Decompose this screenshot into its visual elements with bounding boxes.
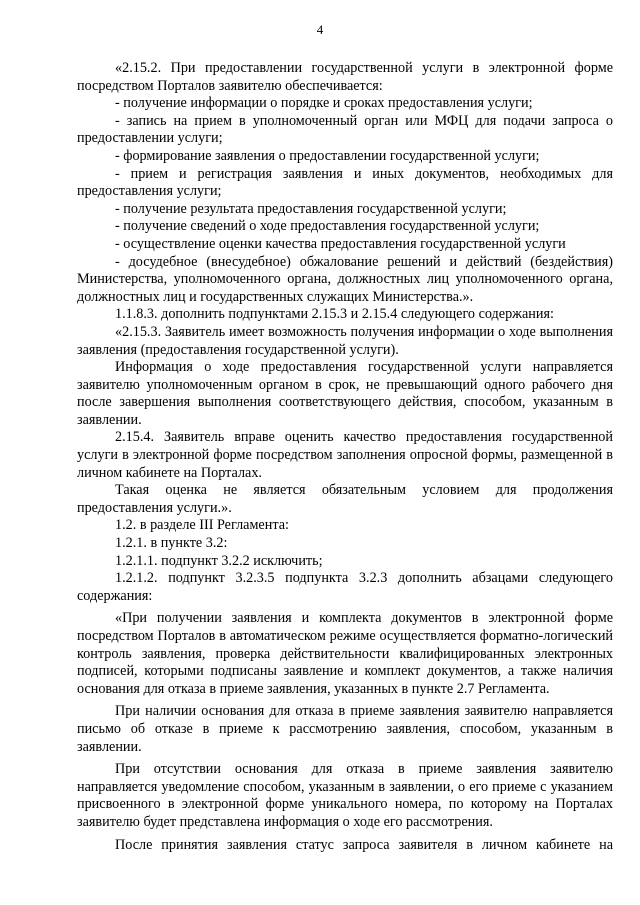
list-item: - получение информации о порядке и сроках предоставления услуги; <box>115 95 533 112</box>
paragraph: 1.2.1.1. подпункт 3.2.2 исключить; <box>115 552 323 569</box>
document-body <box>77 60 613 854</box>
paragraph: 1.2.1.2. подпункт 3.2.3.5 подпункта 3.2.3 дополнить абзацами следующего содержания: <box>77 570 613 604</box>
paragraph: «При получении заявления и комплекта документов в электронной форме посредством Порталов в автоматическом режиме осуществляется форматно-логический контроль заявления, проверка действительности квалифицированных электронных подписей, которыми подписаны заявление и комплект документов, а также наличия основания для отказа в приеме заявления, указанных в пункте 2.7 Регламента. <box>77 610 613 697</box>
paragraph: 2.15.4. Заявитель вправе оценить качество предоставления государственной услуги в электронной форме посредством заполнения опросной формы, размещенной в личном кабинете на Порталах. <box>77 429 613 481</box>
paragraph: 1.2.1. в пункте 3.2: <box>115 535 228 552</box>
list-item: - запись на прием в уполномоченный орган или МФЦ для подачи запроса о предоставлении услуги; <box>77 112 613 147</box>
paragraph: После принятия заявления статус запроса заявителя в личном кабинете на <box>115 836 613 853</box>
paragraph: «2.15.2. При предоставлении государственной услуги в электронной форме посредством Порталов заявителю обеспечивается: <box>77 60 613 94</box>
page-number: 4 <box>316 22 324 37</box>
paragraph: Информация о ходе предоставления государственной услуги направляется заявителю уполномоченным органом в срок, не превышающий одного рабочего дня после завершения выполнения соответствующего действия, способом, указанным в заявлении. <box>77 359 613 428</box>
paragraph: При наличии основания для отказа в приеме заявления заявителю направляется письмо об отказе в приеме к рассмотрению заявления, способом, указанным в заявлении. <box>77 703 613 755</box>
paragraph: Такая оценка не является обязательным условием для продолжения предоставления услуги.». <box>77 482 613 516</box>
list-item: - досудебное (внесудебное) обжалование решений и действий (бездействия) Министерства, уполномоченного органа, должностных лиц уполномоченного органа, должностных лиц и государственных служащих Министерства.». <box>77 253 613 305</box>
paragraph: 1.2. в разделе III Регламента: <box>115 517 289 534</box>
paragraph: При отсутствии основания для отказа в приеме заявления заявителю направляется уведомление способом, указанным в заявлении, о его приеме с указанием присвоенного в электронной форме уникального номера, по которому на Порталах заявителю будет представлена информация о ходе его рассмотрения. <box>77 761 613 830</box>
list-item: - получение результата предоставления государственной услуги; <box>115 200 507 217</box>
list-item: - формирование заявления о предоставлении государственной услуги; <box>115 147 540 164</box>
list-item: - получение сведений о ходе предоставления государственной услуги; <box>115 218 540 235</box>
list-item: - прием и регистрация заявления и иных документов, необходимых для предоставления услуги; <box>77 165 613 200</box>
list-item: - осуществление оценки качества предоставления государственной услуги <box>115 235 566 252</box>
paragraph: «2.15.3. Заявитель имеет возможность получения информации о ходе выполнения заявления (предоставления государственной услуги). <box>77 323 613 358</box>
paragraph: 1.1.8.3. дополнить подпунктами 2.15.3 и 2.15.4 следующего содержания: <box>115 306 554 323</box>
